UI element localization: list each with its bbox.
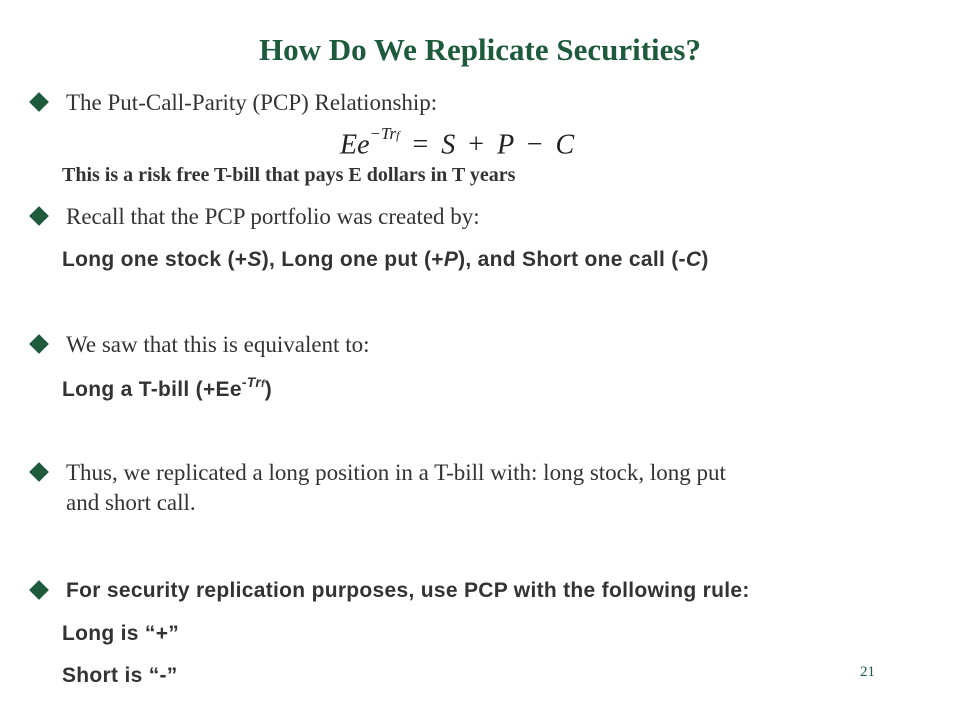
tbill-note: This is a risk free T-bill that pays E dollars in T years: [62, 164, 516, 186]
diamond-bullet-icon: [29, 92, 49, 112]
bullet-text: For security replication purposes, use PCP with the following rule:: [66, 579, 750, 602]
bullet-equivalent: [24, 330, 369, 360]
bullet-text: The Put-Call-Parity (PCP) Relationship:: [66, 90, 438, 115]
long-tbill-expression: Long a T-bill $(+Ee^{-Trf})$: [62, 374, 273, 401]
page-number: 21: [860, 664, 875, 680]
bullet-pcp-portfolio: [24, 202, 480, 232]
bullet-text: We saw that this is equivalent to:: [66, 332, 370, 357]
pcp-formula: [340, 124, 575, 161]
formula-lhs-exponent: −Trf: [369, 124, 400, 143]
diamond-bullet-icon: [29, 580, 49, 600]
bullet-text: Recall that the PCP portfolio was created by:: [66, 204, 480, 229]
slide-title: How Do We Replicate Securities?: [259, 32, 701, 67]
formula-plus: +: [468, 129, 485, 161]
diamond-bullet-icon: [29, 462, 49, 482]
bullet-text: Thus, we replicated a long position in a T-bill with: long stock, long put and short call.: [66, 460, 726, 515]
rule-long: Long is “+”: [62, 622, 180, 645]
rule-short: Short is “-”: [62, 664, 178, 687]
formula-equals: =: [412, 129, 429, 161]
formula-lhs-base: Ee: [340, 129, 370, 161]
formula-c: C: [555, 129, 575, 161]
formula-s: S: [441, 129, 456, 161]
pcp-portfolio-description: Long one stock (+S), Long one put (+P), and Short one call (-C): [62, 248, 709, 271]
bullet-replication-rule: [24, 576, 750, 606]
formula-minus: −: [526, 129, 543, 161]
diamond-bullet-icon: [29, 206, 49, 226]
diamond-bullet-icon: [29, 334, 49, 354]
bullet-replication-summary: [24, 458, 726, 518]
bullet-pcp-relationship: [24, 88, 437, 118]
formula-p: P: [497, 129, 514, 161]
